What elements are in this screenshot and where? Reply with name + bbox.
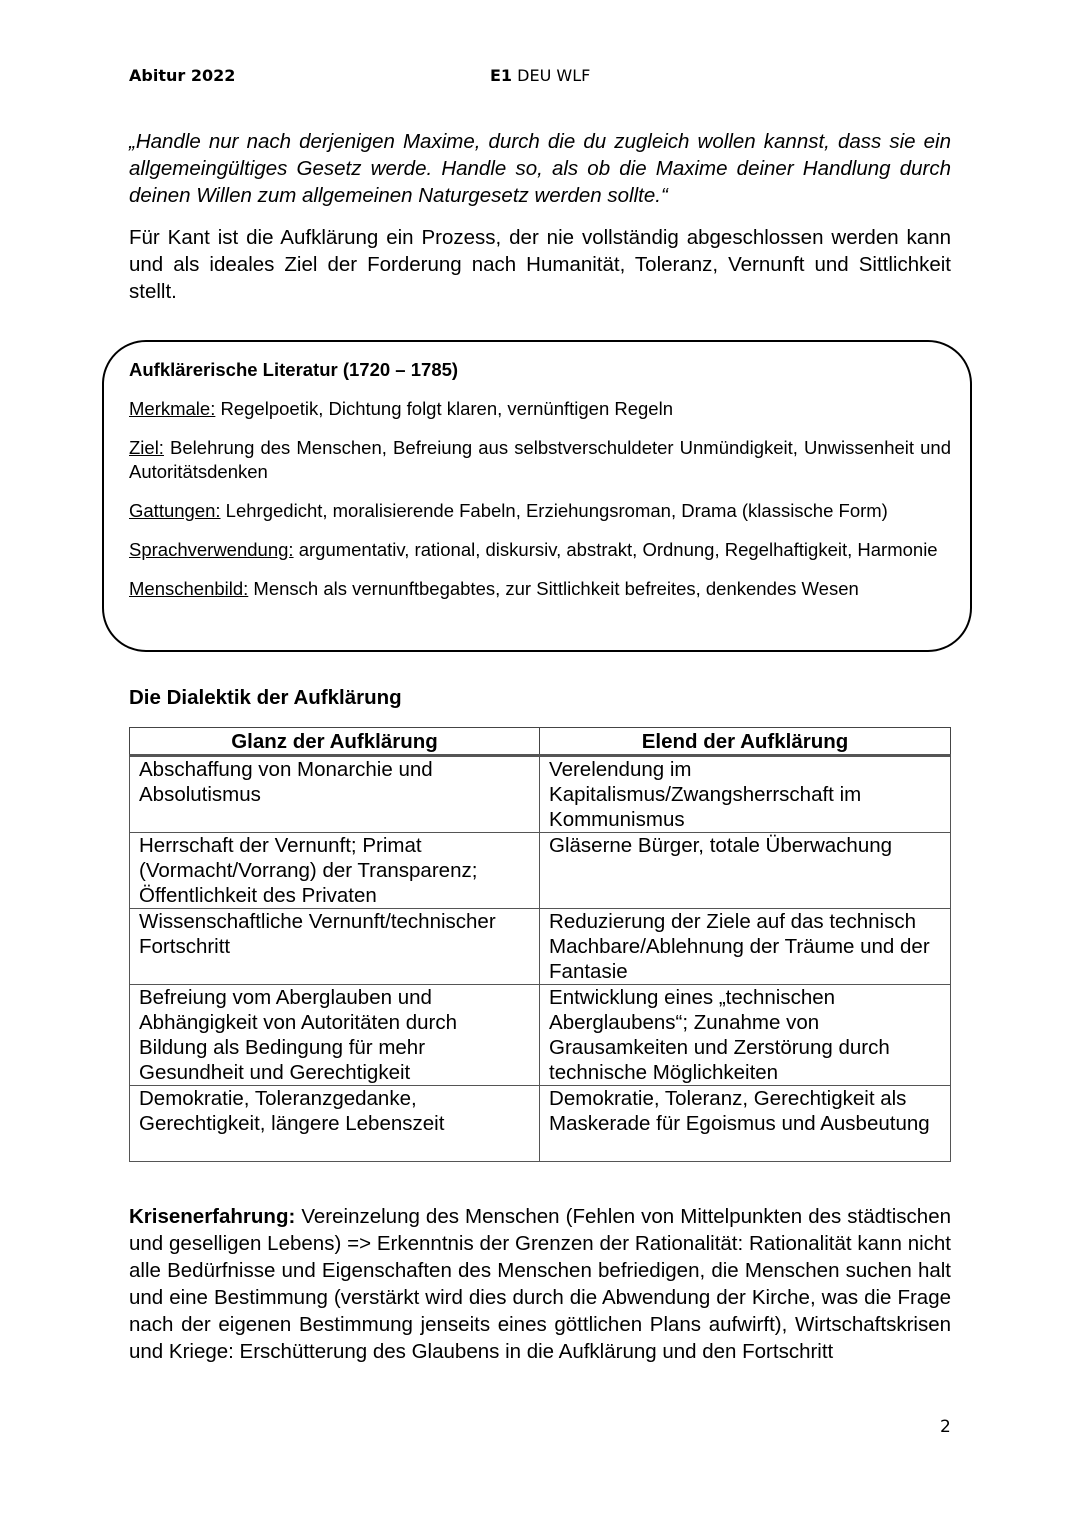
box-row-text: Belehrung des Menschen, Befreiung aus selbstverschuldeter Unmündigkeit, Unwissenheit und Autoritätsdenken bbox=[129, 437, 951, 482]
literature-box-title: Aufklärerische Literatur (1720 – 1785) bbox=[129, 359, 459, 380]
box-row-label: Sprachverwendung: bbox=[129, 539, 294, 560]
box-row-label: Ziel: bbox=[129, 437, 164, 458]
table-cell-left: Abschaffung von Monarchie und Absolutismus bbox=[130, 756, 540, 833]
table-row bbox=[130, 909, 951, 985]
crisis-text: Vereinzelung des Menschen (Fehlen von Mittelpunkten des städtischen und geselligen Lebens) => Erkenntnis der Grenzen der Rationalität: Rationalität kann nicht alle Bedürfnisse und Eigenschaften des Menschen befriedigen, die Menschen suchen halt und eine Bestimmung (verstärkt wird dies durch die Abwendung der Kirche, was die Frage nach der eigenen Bestimmung jenseits eines göttlichen Plans aufwirft), Wirtschaftskrisen und Kriege: Erschütterung des Glaubens in die Aufklärung und den Fortschritt bbox=[129, 1205, 951, 1363]
table-cell-left: Herrschaft der Vernunft; Primat (Vormacht/Vorrang) der Transparenz; Öffentlichkeit des Privaten bbox=[130, 833, 540, 909]
header-center-bold: E1 bbox=[490, 66, 513, 85]
kant-paragraph: Für Kant ist die Aufklärung ein Prozess, der nie vollständig abgeschlossen werden kann und als ideales Ziel der Forderung nach Humanität, Toleranz, Vernunft und Sittlichkeit stellt. bbox=[129, 226, 951, 303]
table-cell-left: Demokratie, Toleranzgedanke, Gerechtigkeit, längere Lebenszeit bbox=[130, 1086, 540, 1162]
header-center bbox=[490, 66, 590, 85]
box-row-text: Lehrgedicht, moralisierende Fabeln, Erziehungsroman, Drama (klassische Form) bbox=[220, 500, 888, 521]
table-row bbox=[130, 985, 951, 1086]
box-row-merkmale bbox=[129, 397, 951, 421]
box-row-label: Menschenbild: bbox=[129, 578, 249, 599]
table-header-row bbox=[130, 728, 951, 756]
header-center-rest: DEU WLF bbox=[512, 66, 591, 85]
table-cell-right: Gläserne Bürger, totale Überwachung bbox=[540, 833, 951, 909]
table-cell-right: Demokratie, Toleranz, Gerechtigkeit als Maskerade für Egoismus und Ausbeutung bbox=[540, 1086, 951, 1162]
dialectic-table bbox=[129, 727, 951, 1162]
column-header-elend: Elend der Aufklärung bbox=[540, 728, 951, 756]
box-row-text: Regelpoetik, Dichtung folgt klaren, vernünftigen Regeln bbox=[215, 398, 673, 419]
box-row-label: Merkmale: bbox=[129, 398, 216, 419]
box-row-ziel bbox=[129, 436, 951, 484]
page-number: 2 bbox=[940, 1417, 951, 1437]
table-cell-left: Wissenschaftliche Vernunft/technischer Fortschritt bbox=[130, 909, 540, 985]
table-row bbox=[130, 756, 951, 833]
table-cell-left: Befreiung vom Aberglauben und Abhängigkeit von Autoritäten durch Bildung als Bedingung für mehr Gesundheit und Gerechtigkeit bbox=[130, 985, 540, 1086]
column-header-glanz: Glanz der Aufklärung bbox=[130, 728, 540, 756]
page-header bbox=[129, 66, 951, 88]
table-row bbox=[130, 833, 951, 909]
box-row-text: argumentativ, rational, diskursiv, abstrakt, Ordnung, Regelhaftigkeit, Harmonie bbox=[293, 539, 938, 560]
box-row-label: Gattungen: bbox=[129, 500, 221, 521]
literature-box-content bbox=[129, 358, 951, 616]
dialectic-title: Die Dialektik der Aufklärung bbox=[129, 686, 402, 709]
box-row-sprachverwendung bbox=[129, 538, 951, 562]
header-left: Abitur 2022 bbox=[129, 66, 236, 85]
crisis-label: Krisenerfahrung: bbox=[129, 1205, 296, 1228]
box-row-menschenbild bbox=[129, 577, 951, 601]
crisis-paragraph bbox=[129, 1203, 951, 1365]
box-row-gattungen bbox=[129, 499, 951, 523]
table-cell-right: Entwicklung eines „technischen Aberglaubens“; Zunahme von Grausamkeiten und Zerstörung durch technische Möglichkeiten bbox=[540, 985, 951, 1086]
kant-quote: „Handle nur nach derjenigen Maxime, durch die du zugleich wollen kannst, dass sie ein allgemeingültiges Gesetz werde. Handle so, als ob die Maxime deiner Handlung durch deinen Willen zum allgemeinen Naturgesetz werden sollte.“ bbox=[129, 130, 951, 207]
table-cell-right: Verelendung im Kapitalismus/Zwangsherrschaft im Kommunismus bbox=[540, 756, 951, 833]
box-row-text: Mensch als vernunftbegabtes, zur Sittlichkeit befreites, denkendes Wesen bbox=[248, 578, 859, 599]
table-row bbox=[130, 1086, 951, 1162]
table-cell-right: Reduzierung der Ziele auf das technisch Machbare/Ablehnung der Träume und der Fantasie bbox=[540, 909, 951, 985]
